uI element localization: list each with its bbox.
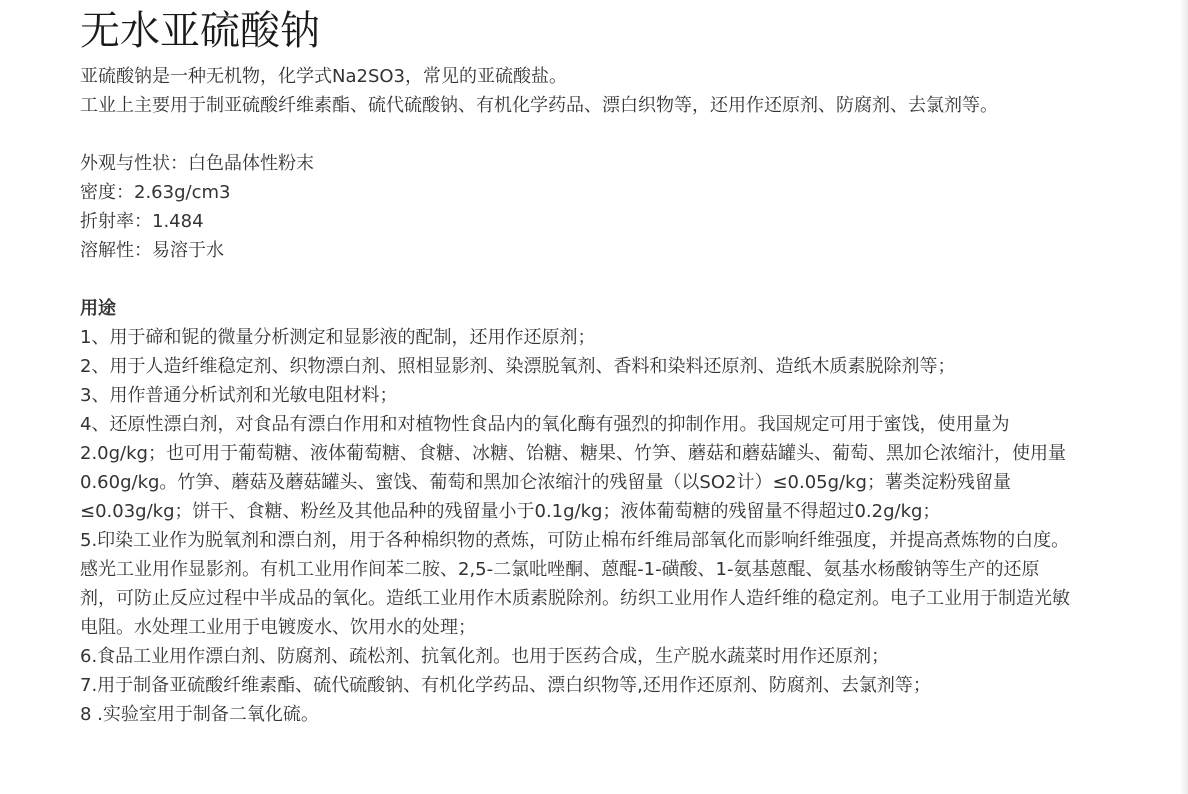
use-item-4: 4、还原性漂白剂，对食品有漂白作用和对植物性食品内的氧化酶有强烈的抑制作用。我国规定可用于蜜饯，使用量为2.0g/kg；也可用于葡萄糖、液体葡萄糖、食糖、冰糖、饴糖、糖果、竹笋、蘑菇和蘑菇罐头、葡萄、黑加仑浓缩汁，使用量0.60g/kg。竹笋、蘑菇及蘑菇罐头、蜜饯、葡萄和黑加仑浓缩汁的残留量（以SO2计）≤0.05g/kg；薯类淀粉残留量≤0.03g/kg；饼干、食糖、粉丝及其他品种的残留量小于0.1g/kg；液体葡萄糖的残留量不得超过0.2g/kg； [80,414,1066,522]
spacer [80,265,1070,294]
use-item-5: 5.印染工业作为脱氧剂和漂白剂，用于各种棉织物的煮炼，可防止棉布纤维局部氧化而影响纤维强度，并提高煮炼物的白度。感光工业用作显影剂。有机工业用作间苯二胺、2,5-二氯吡唑酮、蒽醌-1-磺酸、1-氨基蒽醌、氨基水杨酸钠等生产的还原剂，可防止反应过程中半成品的氧化。造纸工业用作木质素脱除剂。纺织工业用作人造纤维的稳定剂。电子工业用于制造光敏电阻。水处理工业用于电镀废水、饮用水的处理； [80,530,1070,638]
use-item-6: 6.食品工业用作漂白剂、防腐剂、疏松剂、抗氧化剂。也用于医药合成，生产脱水蔬菜时用作还原剂； [80,646,890,667]
use-item-3: 3、用作普通分析试剂和光敏电阻材料； [80,385,398,406]
window-edge [1180,0,1188,794]
property-density: 密度：2.63g/cm3 [80,182,231,203]
spacer [80,120,1070,149]
intro-paragraph-2: 工业上主要用于制亚硫酸纤维素酯、硫代硫酸钠、有机化学药品、漂白织物等，还用作还原剂、防腐剂、去氯剂等。 [80,95,998,116]
document-page [80,0,1070,729]
property-appearance: 外观与性状：白色晶体性粉末 [80,153,314,174]
use-item-1: 1、用于碲和铌的微量分析测定和显影液的配制，还用作还原剂； [80,327,596,348]
use-item-7: 7.用于制备亚硫酸纤维素酯、硫代硫酸钠、有机化学药品、漂白织物等,还用作还原剂、防腐剂、去氯剂等； [80,675,931,696]
use-item-8: 8 .实验室用于制备二氧化硫。 [80,704,319,725]
intro-paragraph-1: 亚硫酸钠是一种无机物，化学式Na2SO3，常见的亚硫酸盐。 [80,66,567,87]
property-refractive-index: 折射率：1.484 [80,211,204,232]
property-solubility: 溶解性：易溶于水 [80,240,224,261]
use-item-2: 2、用于人造纤维稳定剂、织物漂白剂、照相显影剂、染漂脱氧剂、香料和染料还原剂、造纸木质素脱除剂等； [80,356,956,377]
page-title: 无水亚硫酸钠 [80,8,320,54]
uses-heading: 用途 [80,298,116,319]
